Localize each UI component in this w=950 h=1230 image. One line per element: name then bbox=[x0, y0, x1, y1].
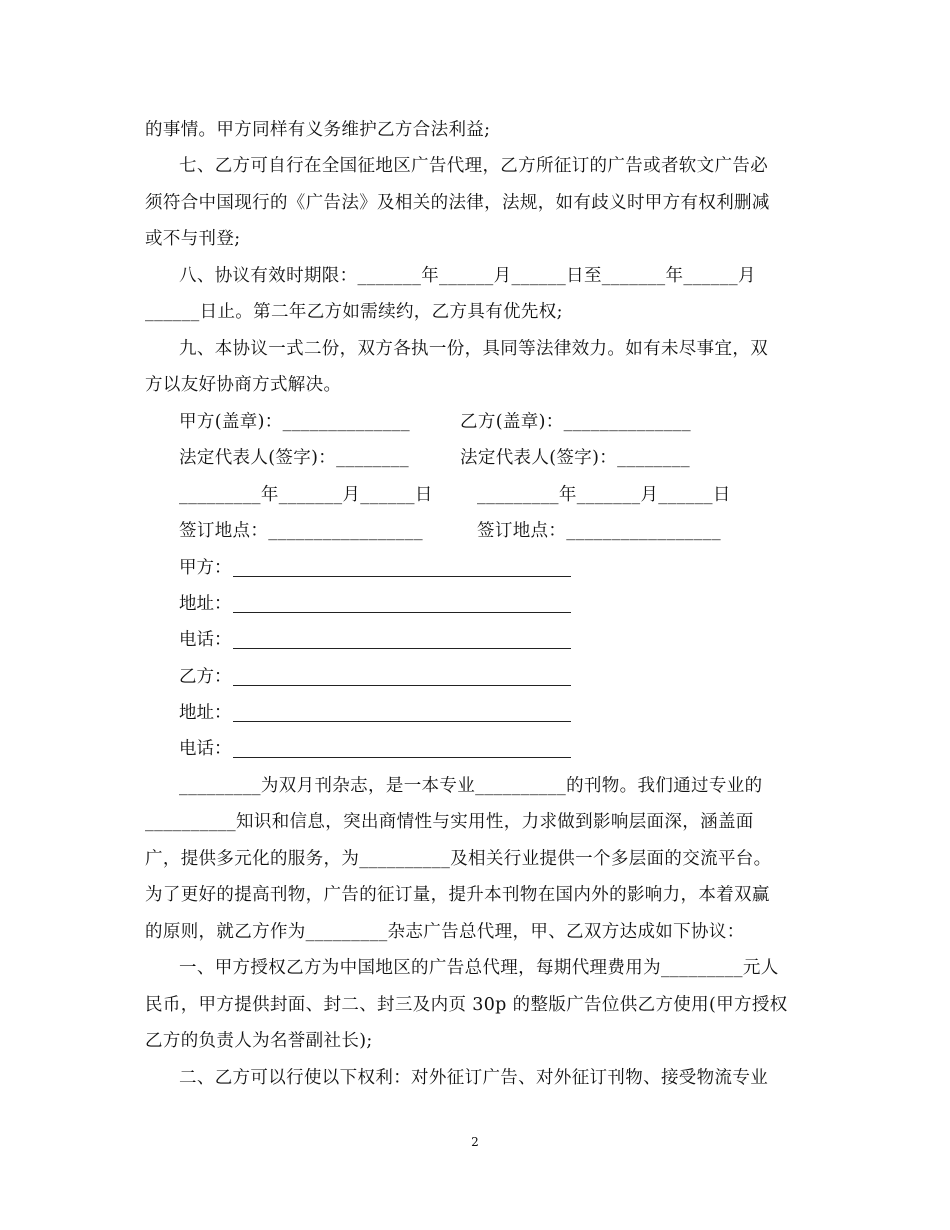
clause-7-line: 须符合中国现行的《广告法》及相关的法律，法规，如有歧义时甲方有权利删减 bbox=[145, 193, 770, 213]
phone-b-label: 电话： bbox=[179, 739, 232, 759]
party-a-sign-place: 签订地点：_________________ bbox=[179, 521, 423, 541]
intro-line: 为了更好的提高刊物，广告的征订量，提升本刊物在国内外的影响力，本着双赢 bbox=[145, 885, 770, 905]
party-a-representative: 法定代表人(签字)：________ bbox=[179, 448, 409, 468]
clause-7-line: 七、乙方可自行在全国征地区广告代理，乙方所征订的广告或者软文广告必 bbox=[179, 156, 769, 176]
party-a-label: 甲方： bbox=[179, 558, 232, 578]
intro-line: 广，提供多元化的服务，为__________及相关行业提供一个多层面的交流平台。 bbox=[145, 849, 772, 869]
party-b-label: 乙方： bbox=[179, 667, 232, 687]
clause-9-line: 方以友好协商方式解决。 bbox=[145, 375, 342, 395]
intro-line: 的原则，就乙方作为_________杂志广告总代理，甲、乙双方达成如下协议： bbox=[145, 922, 745, 942]
page-number: 2 bbox=[471, 1135, 479, 1149]
party-b-sign-place: 签订地点：_________________ bbox=[477, 521, 721, 541]
party-b-blank bbox=[233, 685, 571, 686]
clause-1-line: 乙方的负责人为名誉副社长); bbox=[145, 1031, 373, 1051]
clause-2-line: 二、乙方可以行使以下权利：对外征订广告、对外征订刊物、接受物流专业 bbox=[179, 1068, 769, 1088]
party-b-date: _________年_______月______日 bbox=[477, 485, 731, 505]
phone-b-blank bbox=[233, 757, 571, 758]
clause-7-line: 或不与刊登; bbox=[145, 229, 241, 249]
address-b-blank bbox=[233, 721, 571, 722]
party-a-blank bbox=[233, 576, 571, 577]
clause-9-line: 九、本协议一式二份，双方各执一份，具同等法律效力。如有未尽事宜，双 bbox=[179, 339, 769, 359]
party-a-seal: 甲方(盖章)：______________ bbox=[179, 412, 411, 432]
address-a-label: 地址： bbox=[179, 594, 232, 614]
intro-line: __________知识和信息，突出商情性与实用性，力求做到影响层面深，涵盖面 bbox=[145, 812, 754, 832]
clause-1-line: 一、甲方授权乙方为中国地区的广告总代理，每期代理费用为_________元人 bbox=[179, 958, 779, 978]
clause-8-line: ______日止。第二年乙方如需续约，乙方具有优先权; bbox=[145, 302, 563, 322]
clause-8-line: 八、协议有效时期限：_______年______月______日至_______年______月 bbox=[179, 266, 756, 286]
party-b-seal: 乙方(盖章)：______________ bbox=[460, 412, 692, 432]
address-b-label: 地址： bbox=[179, 703, 232, 723]
paragraph-line: 的事情。甲方同样有义务维护乙方合法利益; bbox=[145, 120, 491, 140]
party-b-representative: 法定代表人(签字)：________ bbox=[460, 448, 690, 468]
address-a-blank bbox=[233, 612, 571, 613]
party-a-date: _________年_______月______日 bbox=[179, 485, 433, 505]
phone-a-label: 电话： bbox=[179, 630, 232, 650]
intro-line: _________为双月刊杂志，是一本专业__________的刊物。我们通过专业的 bbox=[179, 776, 763, 796]
clause-1-line: 民币，甲方提供封面、封二、封三及内页 30p 的整版广告位供乙方使用(甲方授权 bbox=[145, 995, 788, 1015]
phone-a-blank bbox=[233, 648, 571, 649]
